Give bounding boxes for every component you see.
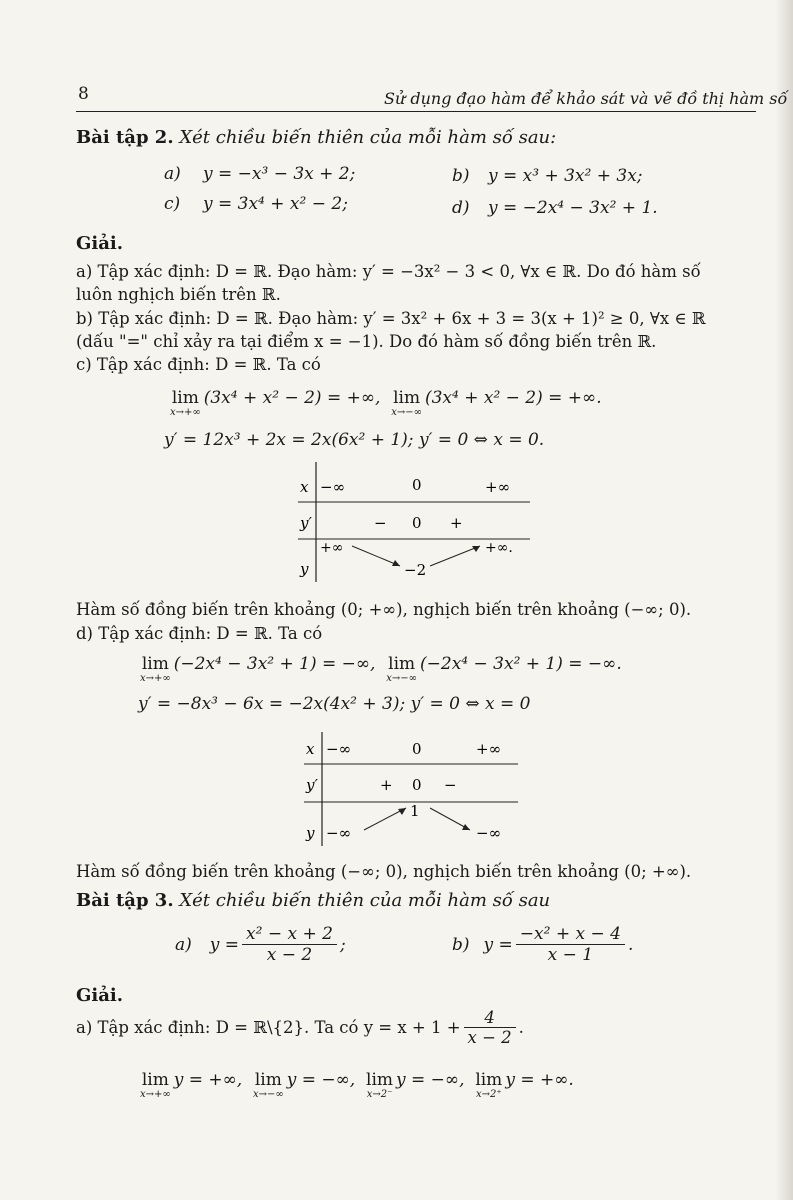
limit-operator: lim x→−∞ [253,1070,284,1100]
running-title: Sử dụng đạo hàm để khảo sát và vẽ đồ thị hàm số [384,89,788,108]
table-c-x-neg-inf: −∞ [320,478,346,496]
exercise-3-prompt: Xét chiều biến thiên của mỗi hàm số sau [179,890,551,911]
page-number: 8 [78,84,89,104]
exercise-2-item-b-label: b) [452,166,470,186]
exercise-3-item-a: a) y = $\frac{\text{x² − x + 2}}{x - 2}$ ; [175,924,346,965]
variation-table-c [290,460,540,585]
table-c-yprime-label: y′ [300,514,312,532]
limit-operator: lim x→2⁻ [366,1070,394,1100]
table-c-x-label: x [300,478,309,496]
solution-2a-line-1: a) Tập xác định: D = ℝ. Đạo hàm: y′ = −3x² − 3 < 0, ∀x ∈ ℝ. Do đó hàm số [76,262,701,281]
table-d-y-label: y [306,824,315,842]
exercise-2-item-b: y = x³ + 3x² + 3x; [488,166,643,186]
limit-operator: lim x→+∞ [170,388,201,418]
exercise-3-title: Bài tập 3. [76,890,174,911]
solution-3a-limits: lim x→+∞ y = +∞, lim x→−∞ y = −∞, lim x→2⁻ y = −∞, lim x→2⁺ y = +∞. [140,1070,574,1100]
table-d-yprime-label: y′ [306,776,318,794]
table-d-y-max: 1 [410,802,420,820]
exercise-2-item-a: y = −x³ − 3x + 2; [203,164,356,184]
table-c-y-left: +∞ [320,540,344,556]
exercise-2-prompt: Xét chiều biến thiên của mỗi hàm số sau: [179,127,557,148]
exercise-2-statement [76,127,556,148]
table-d-arrowhead-down [462,824,470,830]
solution-2c-conclusion: Hàm số đồng biến trên khoảng (0; +∞), nghịch biến trên khoảng (−∞; 0). [76,600,692,619]
table-d-sign-zero: 0 [412,776,422,794]
table-c-arrow-down [352,546,400,566]
solution-2c-line-1: c) Tập xác định: D = ℝ. Ta có [76,355,321,374]
solution-2d-limits: lim x→+∞ (−2x⁴ − 3x² + 1) = −∞, lim x→−∞ (−2x⁴ − 3x² + 1) = −∞. [140,654,622,684]
table-c-sign-left: − [374,514,387,532]
table-d-sign-right: − [444,776,457,794]
table-d-x-pos-inf: +∞ [476,740,502,758]
exercise-2-item-d-label: d) [452,198,470,218]
solution-2d-derivative: y′ = −8x³ − 6x = −2x(4x² + 3); y′ = 0 ⇔ x = 0 [138,694,531,714]
solution-2a-line-2: luôn nghịch biến trên ℝ. [76,285,281,304]
limit-operator: lim x→−∞ [391,388,422,418]
solution-2d-line-1: d) Tập xác định: D = ℝ. Ta có [76,624,323,643]
table-d-sign-left: + [380,776,393,794]
table-c-sign-right: + [450,514,463,532]
table-d-x-zero: 0 [412,740,422,758]
solution-2b-line-2: (dấu "=" chỉ xảy ra tại điểm x = −1). Do đó hàm số đồng biến trên ℝ. [76,332,657,351]
solution-2b-line-1: b) Tập xác định: D = ℝ. Đạo hàm: y′ = 3x² + 6x + 3 = 3(x + 1)² ≥ 0, ∀x ∈ ℝ [76,309,706,328]
limit-operator: lim x→2⁺ [475,1070,503,1100]
exercise-2-title: Bài tập 2. [76,127,174,148]
exercise-2-item-c: y = 3x⁴ + x² − 2; [203,194,348,214]
table-c-arrow-up [430,546,480,566]
variation-table-d [298,730,528,850]
solution-3-heading: Giải. [76,985,123,1006]
limit-operator: lim x→−∞ [386,654,418,684]
exercise-3-item-b: b) y = $\frac{\text{−x² + x − 4}}{x - 1}$ . [452,924,634,965]
exercise-2-item-d: y = −2x⁴ − 3x² + 1. [488,198,658,218]
page-edge-shadow [775,0,793,1200]
table-c-y-label: y [300,560,309,578]
solution-2d-conclusion: Hàm số đồng biến trên khoảng (−∞; 0), nghịch biến trên khoảng (0; +∞). [76,862,692,881]
table-d-y-left: −∞ [326,824,352,842]
exercise-2-item-a-label: a) [164,164,181,184]
exercise-2-item-c-label: c) [164,194,181,214]
table-c-x-pos-inf: +∞ [485,478,511,496]
limit-operator: lim x→+∞ [140,1070,171,1100]
table-c-y-min: −2 [404,561,427,579]
table-c-y-right: +∞. [485,540,513,556]
table-d-x-neg-inf: −∞ [326,740,352,758]
table-c-sign-zero: 0 [412,514,422,532]
exercise-3-statement [76,890,550,911]
table-d-y-right: −∞ [476,824,502,842]
table-c-x-zero: 0 [412,476,422,494]
solution-2c-derivative: y′ = 12x³ + 2x = 2x(6x² + 1); y′ = 0 ⇔ x = 0. [164,430,545,450]
solution-2-heading: Giải. [76,233,123,254]
limit-operator: lim x→+∞ [140,654,171,684]
header-rule [76,111,756,112]
solution-2c-limits: lim x→+∞ (3x⁴ + x² − 2) = +∞, lim x→−∞ (3x⁴ + x² − 2) = +∞. [170,388,602,418]
table-d-x-label: x [306,740,315,758]
solution-3a-line-1: a) Tập xác định: D = ℝ\{2}. Ta có y = x + 1 + $\frac{4}{x - 2}$ . [76,1008,524,1047]
